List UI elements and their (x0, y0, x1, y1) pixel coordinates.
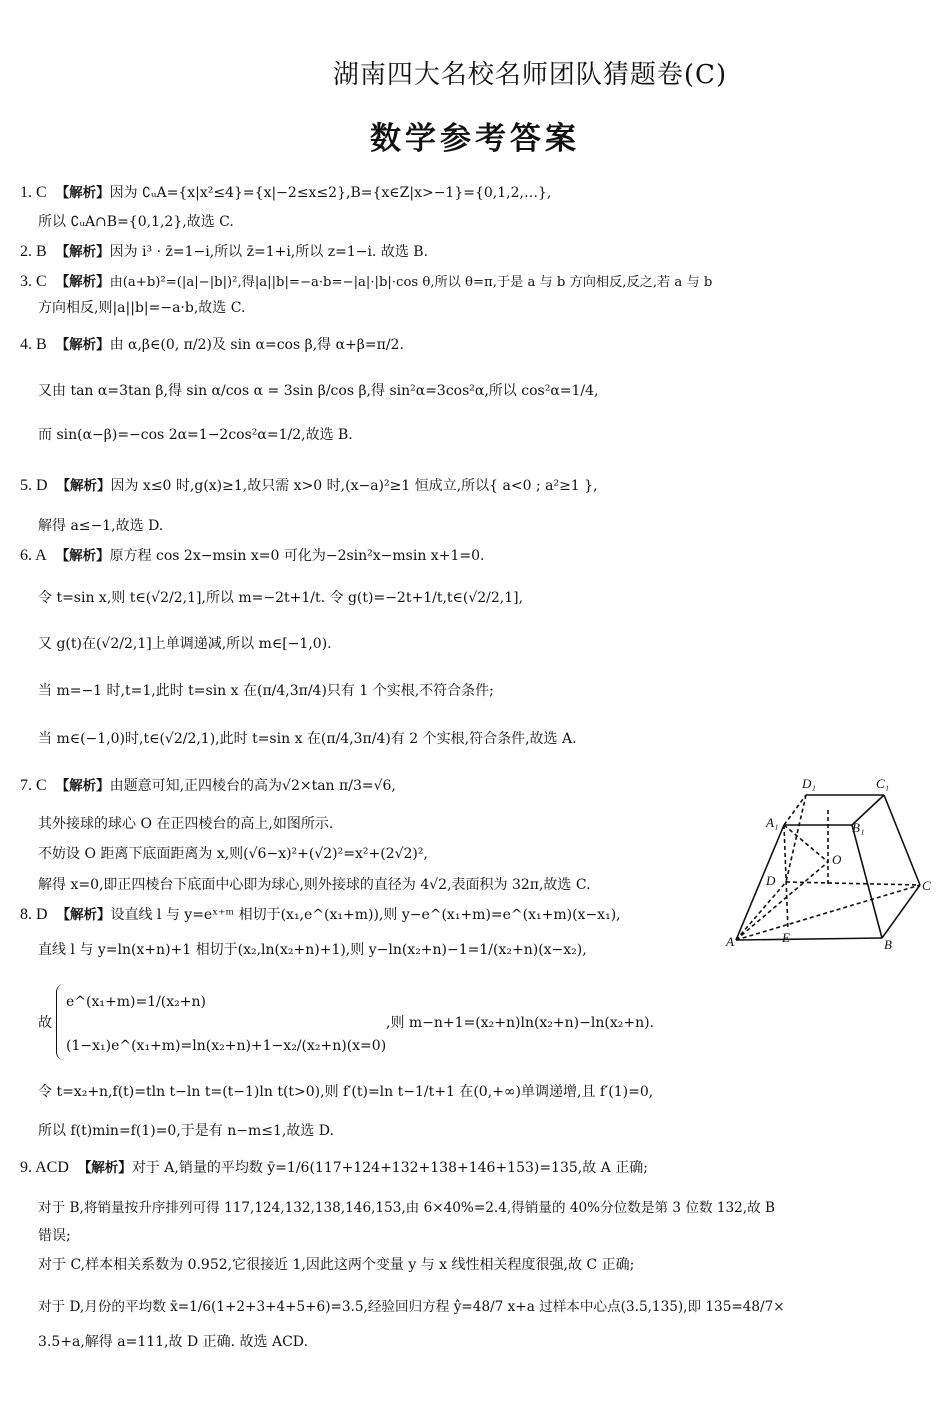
label-O: O (832, 852, 842, 867)
answer-8-line: e^(x₁+m)=1/(x₂+n) (66, 994, 206, 1010)
answer-8-line: 令 t=x₂+n,f(t)=tln t−ln t=(t−1)ln t(t>0),则 f′(t)=ln t−1/t+1 在(0,+∞)单调递增,且 f′(1)=0, (38, 1084, 654, 1100)
answer-3-line: 方向相反,则|a||b|=−a·b,故选 C. (38, 300, 246, 316)
frustum-figure (724, 772, 940, 957)
answer-8-line: 故 (38, 1015, 52, 1031)
answer-3: 3. C 【解析】由(a+b)²=(|a|−|b|)²,得|a||b|=−a·b=−|a|·|b|·cos θ,所以 θ=π,于是 a 与 b 方向相反,反之,若 a 与 b (20, 273, 713, 290)
subtitle: 湖南四大名校名师团队猜题卷(C) (332, 60, 728, 90)
label-C1: C₁ (876, 776, 890, 791)
answer-9-line: 3.5+a,解得 a=111,故 D 正确. 故选 ACD. (38, 1334, 308, 1350)
label-A1: A₁ (766, 815, 779, 830)
answer-6: 6. A 【解析】原方程 cos 2x−msin x=0 可化为−2sin²x−msin x+1=0. (20, 547, 485, 564)
answer-2: 2. B 【解析】因为 i³ · z̄=1−i,所以 z̄=1+i,所以 z=1−i. 故选 B. (20, 243, 429, 260)
answer-8: 8. D 【解析】设直线 l 与 y=eˣ⁺ᵐ 相切于(x₁,e^(x₁+m)),则 y−e^(x₁+m)=e^(x₁+m)(x−x₁), (20, 906, 621, 923)
answer-7: 7. C 【解析】由题意可知,正四棱台的高为√2×tan π/3=√6, (20, 777, 396, 794)
answer-7-line: 不妨设 O 距离下底面距离为 x,则(√6−x)²+(√2)²=x²+(2√2)², (38, 846, 428, 862)
answer-4-line: 而 sin(α−β)=−cos 2α=1−2cos²α=1/2,故选 B. (38, 427, 353, 443)
answer-8-line: 直线 l 与 y=ln(x+n)+1 相切于(x₂,ln(x₂+n)+1),则 y−ln(x₂+n)−1=1/(x₂+n)(x−x₂), (38, 942, 587, 958)
label-D: D (766, 873, 776, 888)
answer-9-line: 对于 D,月份的平均数 x̄=1/6(1+2+3+4+5+6)=3.5,经验回归方程 ŷ=48/7 x+a 过样本中心点(3.5,135),即 135=48/7× (38, 1299, 785, 1315)
answer-5: 5. D 【解析】因为 x≤0 时,g(x)≥1,故只需 x>0 时,(x−a)²≥1 恒成立,所以{ a<0 ; a²≥1 }, (20, 477, 598, 494)
answer-1: 1. C 【解析】因为 ∁ᵤA={x|x²≤4}={x|−2≤x≤2},B={x∈Z|x>−1}={0,1,2,…}, (20, 184, 552, 201)
answer-8-line: ,则 m−n+1=(x₂+n)ln(x₂+n)−ln(x₂+n). (386, 1015, 654, 1031)
answer-6-line: 当 m∈(−1,0)时,t∈(√2/2,1),此时 t=sin x 在(π/4,3π/4)有 2 个实根,符合条件,故选 A. (38, 731, 577, 747)
label-B1: B₁ (852, 820, 865, 835)
answer-1-line: 所以 ∁ᵤA∩B={0,1,2},故选 C. (38, 214, 234, 230)
answer-8-line: 所以 f(t)min=f(1)=0,于是有 n−m≤1,故选 D. (38, 1123, 334, 1139)
answer-6-line: 令 t=sin x,则 t∈(√2/2,1],所以 m=−2t+1/t. 令 g(t)=−2t+1/t,t∈(√2/2,1], (38, 590, 524, 606)
answer-6-line: 当 m=−1 时,t=1,此时 t=sin x 在(π/4,3π/4)只有 1 个实根,不符合条件; (38, 683, 494, 699)
answer-9-line: 错误; (38, 1228, 71, 1244)
answer-8-line: (1−x₁)e^(x₁+m)=ln(x₂+n)+1−x₂/(x₂+n)(x=0) (66, 1038, 387, 1054)
answer-7-line: 其外接球的球心 O 在正四棱台的高上,如图所示. (38, 816, 334, 832)
page-title: 数学参考答案 (370, 121, 580, 157)
answer-9-line: 对于 B,将销量按升序排列可得 117,124,132,138,146,153,由 6×40%=2.4,得销量的 40%分位数是第 3 位数 132,故 B (38, 1200, 776, 1216)
answer-4-line: 又由 tan α=3tan β,得 sin α/cos α = 3sin β/cos β,得 sin²α=3cos²α,所以 cos²α=1/4, (38, 383, 599, 399)
label-E: E (782, 930, 790, 945)
answer-4: 4. B 【解析】由 α,β∈(0, π/2)及 sin α=cos β,得 α+β=π/2. (20, 336, 404, 353)
answer-7-line: 解得 x=0,即正四棱台下底面中心即为球心,则外接球的直径为 4√2,表面积为 32π,故选 C. (38, 877, 591, 893)
label-D1: D₁ (802, 776, 816, 791)
label-B: B (884, 937, 892, 952)
label-A: A (726, 934, 734, 949)
answer-6-line: 又 g(t)在(√2/2,1]上单调递减,所以 m∈[−1,0). (38, 636, 332, 652)
answer-5-line: 解得 a≤−1,故选 D. (38, 518, 164, 534)
brace (56, 984, 65, 1060)
answer-9-line: 对于 C,样本相关系数为 0.952,它很接近 1,因此这两个变量 y 与 x 线性相关程度很强,故 C 正确; (38, 1257, 635, 1273)
answer-9: 9. ACD 【解析】对于 A,销量的平均数 ȳ=1/6(117+124+132+138+146+153)=135,故 A 正确; (20, 1159, 648, 1176)
label-C: C (922, 878, 931, 893)
